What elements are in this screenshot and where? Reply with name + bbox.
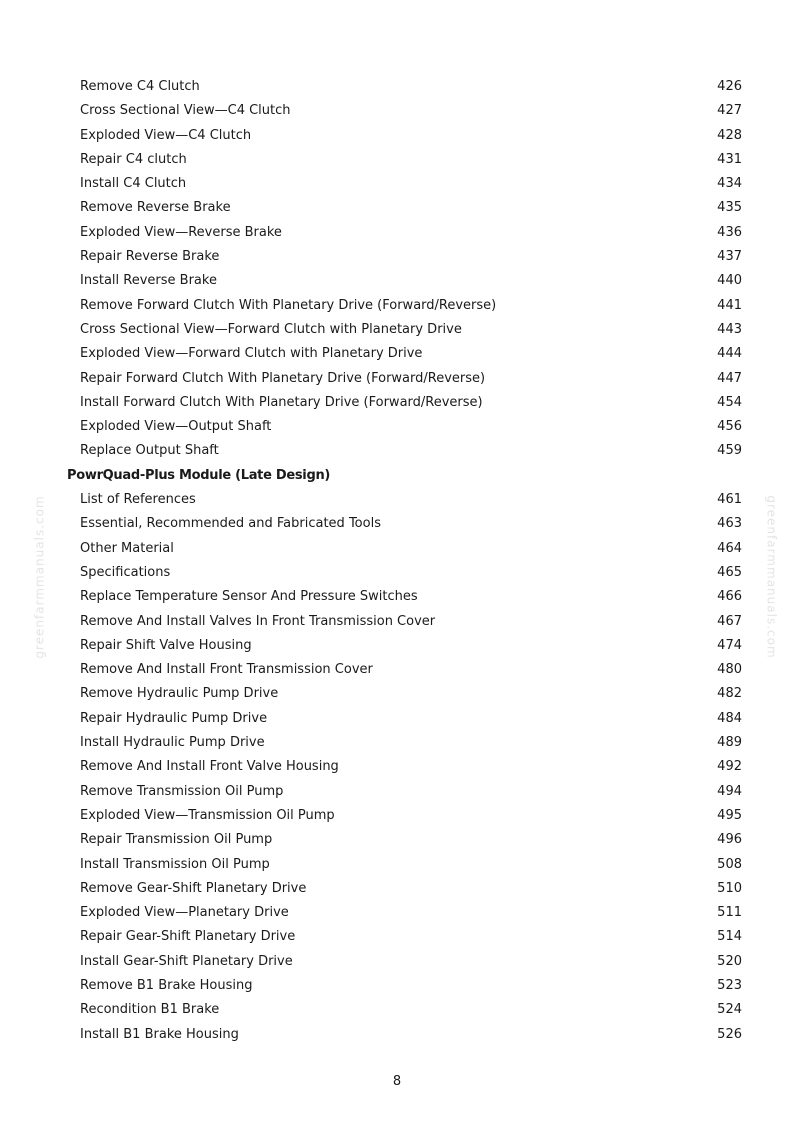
- toc-entry[interactable]: [0, 488, 794, 512]
- toc-entry[interactable]: [0, 853, 794, 877]
- toc-entry-page-number: 467: [717, 613, 742, 629]
- toc-entry-title: Remove And Install Valves In Front Transmission Cover: [80, 613, 436, 629]
- toc-entry[interactable]: [0, 925, 794, 949]
- toc-entry-title: Replace Output Shaft: [80, 443, 219, 459]
- toc-entry-page-number: 437: [717, 249, 742, 265]
- toc-entry-title: Cross Sectional View—Forward Clutch with Planetary Drive: [80, 321, 462, 337]
- toc-entry[interactable]: [0, 342, 794, 366]
- toc-entry[interactable]: [0, 828, 794, 852]
- toc-entry-title: Remove Hydraulic Pump Drive: [80, 686, 279, 702]
- toc-entry[interactable]: [0, 901, 794, 925]
- toc-entry-title: Repair Transmission Oil Pump: [80, 832, 273, 848]
- toc-entry-title: Remove Gear-Shift Planetary Drive: [80, 880, 307, 896]
- toc-entry-page-number: 495: [717, 807, 742, 823]
- toc-entry[interactable]: [0, 755, 794, 779]
- toc-entry-title: Remove Transmission Oil Pump: [80, 783, 284, 799]
- toc-entry-title: Install Gear-Shift Planetary Drive: [80, 953, 293, 969]
- toc-entry-page-number: 489: [717, 735, 742, 751]
- toc-entry-page-number: 441: [717, 297, 742, 313]
- toc-entry-page-number: 426: [717, 79, 742, 94]
- toc-entry-title: Repair Forward Clutch With Planetary Drive (Forward/Reverse): [80, 370, 486, 386]
- toc-entry-title: Replace Temperature Sensor And Pressure Switches: [80, 589, 418, 605]
- toc-entry[interactable]: [0, 610, 794, 634]
- toc-entry-page-number: 484: [717, 710, 742, 726]
- toc-entry[interactable]: [0, 1023, 794, 1047]
- toc-entry-title: Repair Hydraulic Pump Drive: [80, 710, 268, 726]
- toc-entry-title: Specifications: [80, 564, 171, 580]
- toc-entry-title: Repair Gear-Shift Planetary Drive: [80, 929, 296, 945]
- toc-entry[interactable]: [0, 245, 794, 269]
- toc-entry-page-number: 524: [717, 1002, 742, 1018]
- toc-section-heading: [0, 464, 794, 488]
- toc-entry-page-number: 520: [717, 953, 742, 969]
- toc-entry-title: Repair Shift Valve Housing: [80, 637, 252, 653]
- toc-entry-page-number: 436: [717, 224, 742, 240]
- toc-entry-page-number: 464: [717, 540, 742, 556]
- toc-entry-page-number: 427: [717, 103, 742, 119]
- toc-entry[interactable]: [0, 998, 794, 1022]
- toc-entry-title: Repair C4 clutch: [80, 151, 187, 167]
- page-number: 8: [392, 1074, 402, 1089]
- toc-entry-title: Exploded View—Planetary Drive: [80, 905, 289, 921]
- toc-entry-page-number: 514: [717, 929, 742, 945]
- toc-entry[interactable]: [0, 512, 794, 536]
- toc-entry[interactable]: [0, 439, 794, 463]
- toc-entry[interactable]: [0, 804, 794, 828]
- toc-entry-title: Remove And Install Front Valve Housing: [80, 759, 339, 775]
- toc-entry-title: Essential, Recommended and Fabricated Tools: [80, 516, 381, 532]
- toc-entry[interactable]: [0, 148, 794, 172]
- toc-entry-title: Install Reverse Brake: [80, 273, 217, 289]
- toc-entry-page-number: 454: [717, 394, 742, 410]
- toc-entry[interactable]: [0, 415, 794, 439]
- toc-entry-page-number: 463: [717, 516, 742, 532]
- toc-entry-title: Other Material: [80, 540, 174, 556]
- toc-entry-title: Repair Reverse Brake: [80, 249, 220, 265]
- toc-entry-title: Install C4 Clutch: [80, 176, 187, 192]
- toc-entry[interactable]: [0, 950, 794, 974]
- toc-entry-title: Remove C4 Clutch: [80, 79, 200, 94]
- toc-entry-page-number: 444: [717, 346, 742, 362]
- toc-entry-title: Remove Reverse Brake: [80, 200, 231, 216]
- toc-entry-title: Exploded View—Transmission Oil Pump: [80, 807, 335, 823]
- toc-entry-title: Remove Forward Clutch With Planetary Drive (Forward/Reverse): [80, 297, 497, 313]
- toc-entry[interactable]: [0, 974, 794, 998]
- toc-entry[interactable]: [0, 585, 794, 609]
- toc-entry-title: List of References: [80, 492, 196, 508]
- toc-entry-page-number: 492: [717, 759, 742, 775]
- toc-entry[interactable]: [0, 75, 794, 99]
- toc-entry-page-number: 456: [717, 419, 742, 435]
- toc-entry-page-number: 508: [717, 856, 742, 872]
- toc-entry[interactable]: [0, 634, 794, 658]
- toc-entry-page-number: 440: [717, 273, 742, 289]
- toc-entry[interactable]: [0, 658, 794, 682]
- toc-entry-title: Remove B1 Brake Housing: [80, 977, 253, 993]
- toc-entry-page-number: 465: [717, 564, 742, 580]
- toc-entry-page-number: 511: [717, 905, 742, 921]
- toc-entry-title: Exploded View—C4 Clutch: [80, 127, 252, 143]
- toc-entry[interactable]: [0, 99, 794, 123]
- toc-entry-page-number: 466: [717, 589, 742, 605]
- toc-entry[interactable]: [0, 877, 794, 901]
- toc-entry-page-number: 459: [717, 443, 742, 459]
- toc-entry-title: Install Transmission Oil Pump: [80, 856, 270, 872]
- toc-entry[interactable]: [0, 537, 794, 561]
- toc-entry-title: Install Hydraulic Pump Drive: [80, 735, 265, 751]
- toc-entry-page-number: 526: [717, 1026, 742, 1042]
- toc-entry-page-number: 510: [717, 880, 742, 896]
- toc-entry-page-number: 494: [717, 783, 742, 799]
- toc-entry-title: Exploded View—Forward Clutch with Planetary Drive: [80, 346, 423, 362]
- toc-entry[interactable]: [0, 221, 794, 245]
- section-title: PowrQuad-Plus Module (Late Design): [67, 467, 331, 483]
- toc-entry-title: Install Forward Clutch With Planetary Drive (Forward/Reverse): [80, 394, 483, 410]
- toc-entry[interactable]: [0, 561, 794, 585]
- toc-entry-page-number: 482: [717, 686, 742, 702]
- toc-entry-page-number: 461: [717, 492, 742, 508]
- toc-entry-page-number: 474: [717, 637, 742, 653]
- toc-entry-page-number: 431: [717, 151, 742, 167]
- toc-entry-page-number: 523: [717, 977, 742, 993]
- toc-entry[interactable]: [0, 124, 794, 148]
- watermark-left: greenfarmmanuals.com: [32, 495, 47, 659]
- toc-entry[interactable]: [0, 294, 794, 318]
- toc-entry-page-number: 435: [717, 200, 742, 216]
- toc-entry-page-number: 428: [717, 127, 742, 143]
- toc-entry-title: Exploded View—Reverse Brake: [80, 224, 282, 240]
- toc-entry-page-number: 434: [717, 176, 742, 192]
- toc-entry[interactable]: [0, 707, 794, 731]
- toc-entry-page-number: 496: [717, 832, 742, 848]
- toc-entry-title: Exploded View—Output Shaft: [80, 419, 272, 435]
- toc-entry[interactable]: [0, 318, 794, 342]
- toc-entry[interactable]: [0, 172, 794, 196]
- toc-entry[interactable]: [0, 682, 794, 706]
- toc-entry-title: Install B1 Brake Housing: [80, 1026, 239, 1042]
- toc-entry-title: Remove And Install Front Transmission Cover: [80, 662, 373, 678]
- toc-entry-page-number: 447: [717, 370, 742, 386]
- watermark-right: greenfarmmanuals.com: [764, 495, 779, 659]
- toc-entry-page-number: 443: [717, 321, 742, 337]
- toc-entry[interactable]: [0, 780, 794, 804]
- toc-entry[interactable]: [0, 196, 794, 220]
- toc-entry[interactable]: [0, 731, 794, 755]
- table-of-contents: [0, 75, 794, 1047]
- toc-entry-title: Cross Sectional View—C4 Clutch: [80, 103, 291, 119]
- toc-entry[interactable]: [0, 269, 794, 293]
- toc-entry[interactable]: [0, 367, 794, 391]
- toc-entry-page-number: 480: [717, 662, 742, 678]
- toc-entry-title: Recondition B1 Brake: [80, 1002, 220, 1018]
- toc-entry[interactable]: [0, 391, 794, 415]
